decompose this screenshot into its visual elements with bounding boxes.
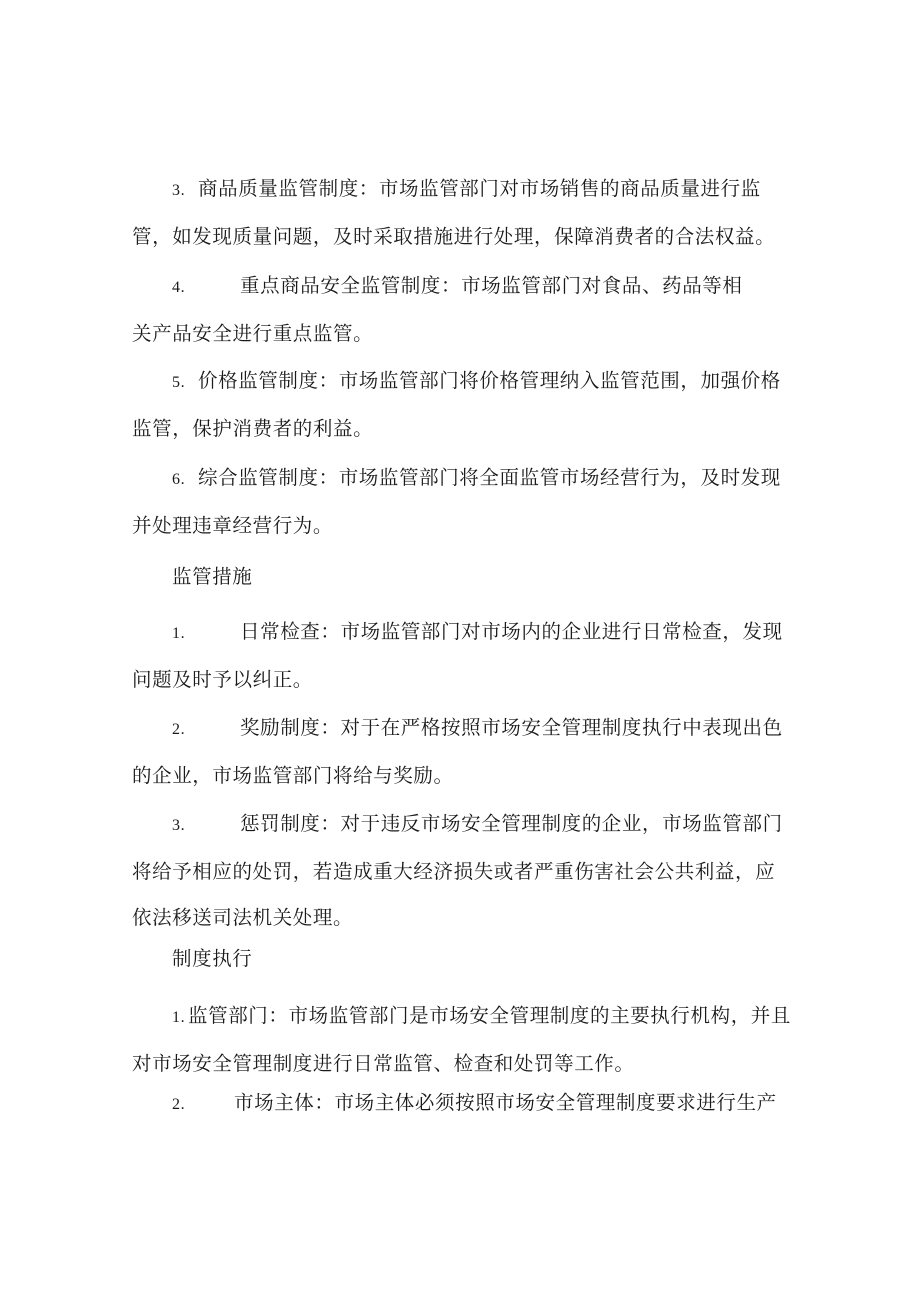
list-number: 4. xyxy=(172,279,186,296)
paragraph-reward-system xyxy=(132,705,792,799)
paragraph-product-quality xyxy=(132,166,792,260)
list-number: 2. xyxy=(172,1096,186,1113)
paragraph-text: 综合监管制度：市场监管部门将全面监管市场经营行为，及时发现 xyxy=(198,466,781,489)
paragraph-text: 商品质量监管制度：市场监管部门对市场销售的商品质量进行监 xyxy=(198,177,761,200)
paragraph-line xyxy=(132,358,792,406)
list-number: 5. xyxy=(172,374,186,391)
list-number: 6. xyxy=(172,471,186,488)
list-number: 2. xyxy=(172,721,186,738)
paragraph-line: 并处理违章经营行为。 xyxy=(132,514,334,537)
list-number: 1. xyxy=(172,625,186,642)
paragraph-text: 市场主体：市场主体必须按照市场安全管理制度要求进行生产 xyxy=(234,1091,777,1114)
paragraph-line: 依法移送司法机关处理。 xyxy=(132,906,354,929)
paragraph-daily-inspection xyxy=(132,609,792,703)
paragraph-key-product-safety xyxy=(132,263,792,357)
paragraph-line xyxy=(132,263,792,311)
paragraph-penalty-system xyxy=(132,801,792,941)
paragraph-line xyxy=(132,801,792,849)
paragraph-line: 关产品安全进行重点监管。 xyxy=(132,322,374,345)
paragraph-market-entities xyxy=(132,1080,792,1128)
section-heading-measures: 监管措施 xyxy=(172,565,253,588)
paragraph-text: 重点商品安全监管制度：市场监管部门对食品、药品等相 xyxy=(240,274,743,297)
paragraph-line xyxy=(132,705,792,753)
list-number: 3. xyxy=(172,182,186,199)
paragraph-line: 监管，保护消费者的利益。 xyxy=(132,417,374,440)
list-number: 1. xyxy=(172,1009,186,1026)
paragraph-text: 惩罚制度：对于违反市场安全管理制度的企业，市场监管部门 xyxy=(240,812,783,835)
paragraph-line xyxy=(132,1080,792,1128)
paragraph-line xyxy=(132,993,792,1041)
paragraph-text: 价格监管制度：市场监管部门将价格管理纳入监管范围，加强价格 xyxy=(198,369,781,392)
paragraph-text: 监管部门：市场监管部门是市场安全管理制度的主要执行机构，并且 xyxy=(188,1004,792,1027)
paragraph-comprehensive-supervision xyxy=(132,455,792,549)
paragraph-line: 将给予相应的处罚，若造成重大经济损失或者严重伤害社会公共利益，应 xyxy=(132,860,776,883)
paragraph-supervision-department xyxy=(132,993,792,1087)
paragraph-line xyxy=(132,455,792,503)
list-number: 3. xyxy=(172,817,186,834)
paragraph-line xyxy=(132,609,792,657)
section-heading-execution: 制度执行 xyxy=(172,947,253,970)
paragraph-text: 日常检查：市场监管部门对市场内的企业进行日常检查，发现 xyxy=(240,620,783,643)
paragraph-line xyxy=(132,166,792,214)
paragraph-line: 管，如发现质量问题，及时采取措施进行处理，保障消费者的合法权益。 xyxy=(132,225,776,248)
paragraph-line: 问题及时予以纠正。 xyxy=(132,668,313,691)
paragraph-price-supervision xyxy=(132,358,792,452)
paragraph-line: 对市场安全管理制度进行日常监管、检查和处罚等工作。 xyxy=(132,1052,635,1075)
paragraph-line: 的企业，市场监管部门将给与奖励。 xyxy=(132,764,454,787)
paragraph-text: 奖励制度：对于在严格按照市场安全管理制度执行中表现出色 xyxy=(240,716,783,739)
